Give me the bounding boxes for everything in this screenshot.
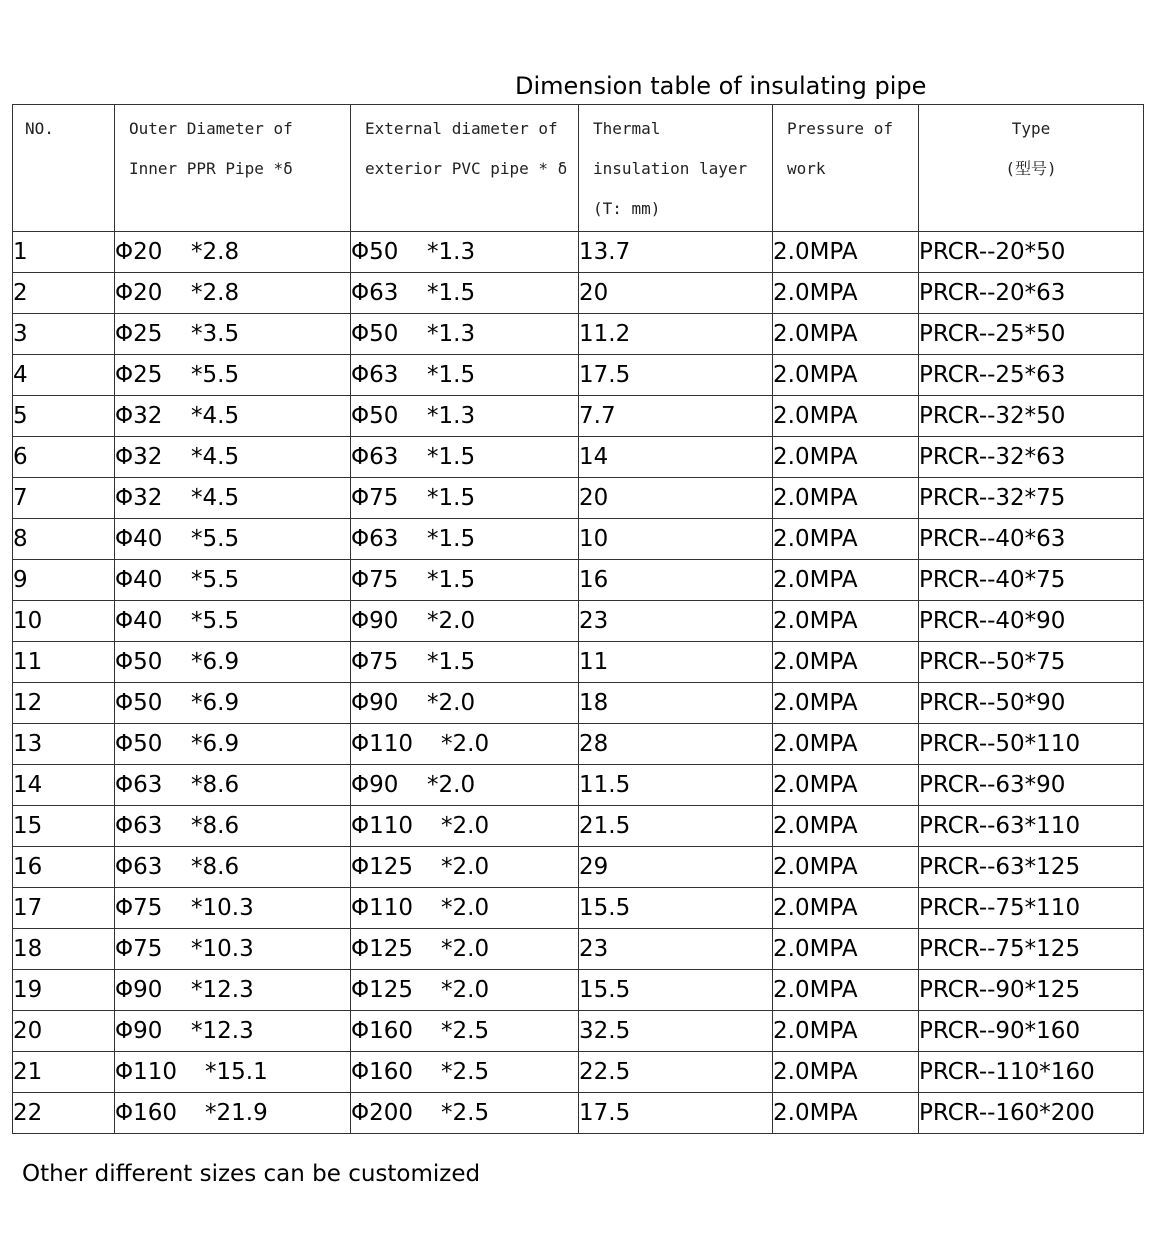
cell-thermal-layer: 11.2 (579, 314, 773, 355)
table-row (13, 314, 1144, 355)
table-row (13, 519, 1144, 560)
inner-wall-thickness: *6.9 (191, 649, 240, 675)
cell-type: PRCR--50*110 (919, 724, 1144, 765)
cell-thermal-layer: 16 (579, 560, 773, 601)
inner-wall-thickness: *8.6 (191, 772, 240, 798)
footnote: Other different sizes can be customized (22, 1161, 481, 1187)
cell-type: PRCR--110*160 (919, 1052, 1144, 1093)
cell-pressure: 2.0MPA (773, 1052, 919, 1093)
outer-wall-thickness: *2.5 (441, 1018, 490, 1044)
cell-thermal-layer: 22.5 (579, 1052, 773, 1093)
cell-outer-pipe (351, 519, 579, 560)
outer-diameter: Φ160 (351, 1018, 414, 1044)
table-row (13, 437, 1144, 478)
cell-no: 6 (13, 437, 115, 478)
cell-no: 22 (13, 1093, 115, 1134)
table-row (13, 273, 1144, 314)
cell-thermal-layer: 11.5 (579, 765, 773, 806)
cell-inner-pipe (115, 929, 351, 970)
cell-no: 21 (13, 1052, 115, 1093)
inner-diameter: Φ50 (115, 731, 163, 757)
cell-thermal-layer: 7.7 (579, 396, 773, 437)
cell-type: PRCR--32*50 (919, 396, 1144, 437)
inner-diameter: Φ50 (115, 649, 163, 675)
cell-pressure: 2.0MPA (773, 601, 919, 642)
cell-inner-pipe (115, 519, 351, 560)
table-row (13, 683, 1144, 724)
outer-wall-thickness: *2.0 (441, 854, 490, 880)
cell-inner-pipe (115, 1011, 351, 1052)
outer-wall-thickness: *1.5 (427, 280, 476, 306)
table-row (13, 1093, 1144, 1134)
outer-diameter: Φ50 (351, 239, 399, 265)
table-row (13, 806, 1144, 847)
table-row (13, 478, 1144, 519)
outer-diameter: Φ125 (351, 977, 414, 1003)
outer-diameter: Φ110 (351, 813, 414, 839)
cell-no: 14 (13, 765, 115, 806)
cell-pressure: 2.0MPA (773, 806, 919, 847)
header-type-label: Type (1011, 119, 1051, 138)
cell-type: PRCR--90*125 (919, 970, 1144, 1011)
cell-type: PRCR--32*75 (919, 478, 1144, 519)
cell-pressure: 2.0MPA (773, 642, 919, 683)
inner-wall-thickness: *2.8 (191, 280, 240, 306)
inner-diameter: Φ40 (115, 567, 163, 593)
outer-diameter: Φ75 (351, 567, 399, 593)
cell-pressure: 2.0MPA (773, 683, 919, 724)
cell-inner-pipe (115, 1052, 351, 1093)
cell-pressure: 2.0MPA (773, 724, 919, 765)
cell-thermal-layer: 15.5 (579, 970, 773, 1011)
inner-wall-thickness: *15.1 (205, 1059, 268, 1085)
cell-inner-pipe (115, 437, 351, 478)
outer-diameter: Φ63 (351, 444, 399, 470)
inner-diameter: Φ32 (115, 485, 163, 511)
outer-diameter: Φ125 (351, 854, 414, 880)
cell-inner-pipe (115, 396, 351, 437)
cell-pressure: 2.0MPA (773, 970, 919, 1011)
cell-type: PRCR--90*160 (919, 1011, 1144, 1052)
cell-outer-pipe (351, 1093, 579, 1134)
table-row (13, 847, 1144, 888)
outer-wall-thickness: *2.0 (441, 813, 490, 839)
cell-type: PRCR--63*125 (919, 847, 1144, 888)
inner-wall-thickness: *12.3 (191, 977, 254, 1003)
cell-thermal-layer: 18 (579, 683, 773, 724)
cell-type: PRCR--50*90 (919, 683, 1144, 724)
cell-pressure: 2.0MPA (773, 355, 919, 396)
outer-wall-thickness: *1.5 (427, 444, 476, 470)
cell-thermal-layer: 23 (579, 929, 773, 970)
cell-outer-pipe (351, 1052, 579, 1093)
outer-diameter: Φ110 (351, 731, 414, 757)
cell-thermal-layer: 11 (579, 642, 773, 683)
cell-no: 3 (13, 314, 115, 355)
table-row (13, 888, 1144, 929)
cell-outer-pipe (351, 232, 579, 273)
cell-thermal-layer: 29 (579, 847, 773, 888)
inner-diameter: Φ25 (115, 362, 163, 388)
header-outer-pipe: External diameter of exterior PVC pipe * δ (351, 105, 579, 232)
cell-type: PRCR--25*63 (919, 355, 1144, 396)
cell-type: PRCR--32*63 (919, 437, 1144, 478)
cell-no: 10 (13, 601, 115, 642)
cell-pressure: 2.0MPA (773, 519, 919, 560)
outer-wall-thickness: *1.3 (427, 403, 476, 429)
header-no: NO. (13, 105, 115, 232)
cell-no: 4 (13, 355, 115, 396)
table-row (13, 232, 1144, 273)
inner-diameter: Φ63 (115, 813, 163, 839)
inner-diameter: Φ90 (115, 977, 163, 1003)
inner-diameter: Φ160 (115, 1100, 178, 1126)
inner-wall-thickness: *5.5 (191, 608, 240, 634)
cell-outer-pipe (351, 437, 579, 478)
cell-inner-pipe (115, 970, 351, 1011)
cell-thermal-layer: 13.7 (579, 232, 773, 273)
cell-type: PRCR--50*75 (919, 642, 1144, 683)
cell-inner-pipe (115, 765, 351, 806)
cell-no: 13 (13, 724, 115, 765)
inner-diameter: Φ110 (115, 1059, 178, 1085)
cell-inner-pipe (115, 232, 351, 273)
outer-diameter: Φ75 (351, 485, 399, 511)
cell-type: PRCR--63*110 (919, 806, 1144, 847)
inner-wall-thickness: *12.3 (191, 1018, 254, 1044)
cell-inner-pipe (115, 888, 351, 929)
cell-inner-pipe (115, 642, 351, 683)
table-row (13, 929, 1144, 970)
inner-wall-thickness: *4.5 (191, 444, 240, 470)
outer-wall-thickness: *2.0 (441, 977, 490, 1003)
cell-pressure: 2.0MPA (773, 888, 919, 929)
cell-inner-pipe (115, 1093, 351, 1134)
outer-diameter: Φ90 (351, 690, 399, 716)
table-row (13, 765, 1144, 806)
inner-wall-thickness: *3.5 (191, 321, 240, 347)
cell-pressure: 2.0MPA (773, 1011, 919, 1052)
cell-thermal-layer: 15.5 (579, 888, 773, 929)
inner-wall-thickness: *6.9 (191, 731, 240, 757)
inner-diameter: Φ75 (115, 895, 163, 921)
cell-no: 11 (13, 642, 115, 683)
inner-diameter: Φ32 (115, 403, 163, 429)
cell-type: PRCR--20*50 (919, 232, 1144, 273)
outer-diameter: Φ63 (351, 526, 399, 552)
inner-diameter: Φ25 (115, 321, 163, 347)
inner-diameter: Φ32 (115, 444, 163, 470)
table-row (13, 396, 1144, 437)
inner-wall-thickness: *5.5 (191, 526, 240, 552)
outer-wall-thickness: *2.5 (441, 1100, 490, 1126)
cell-inner-pipe (115, 806, 351, 847)
cell-outer-pipe (351, 355, 579, 396)
outer-wall-thickness: *1.5 (427, 649, 476, 675)
cell-type: PRCR--25*50 (919, 314, 1144, 355)
header-inner-pipe: Outer Diameter of Inner PPR Pipe *δ (115, 105, 351, 232)
outer-diameter: Φ63 (351, 362, 399, 388)
cell-pressure: 2.0MPA (773, 847, 919, 888)
outer-wall-thickness: *1.5 (427, 362, 476, 388)
dimension-table (12, 104, 1144, 1134)
cell-no: 12 (13, 683, 115, 724)
cell-no: 9 (13, 560, 115, 601)
cell-pressure: 2.0MPA (773, 478, 919, 519)
outer-wall-thickness: *2.0 (441, 731, 490, 757)
cell-outer-pipe (351, 724, 579, 765)
cell-outer-pipe (351, 847, 579, 888)
table-row (13, 355, 1144, 396)
cell-no: 1 (13, 232, 115, 273)
inner-diameter: Φ20 (115, 239, 163, 265)
cell-outer-pipe (351, 273, 579, 314)
inner-wall-thickness: *6.9 (191, 690, 240, 716)
cell-pressure: 2.0MPA (773, 1093, 919, 1134)
outer-wall-thickness: *2.0 (427, 690, 476, 716)
cell-inner-pipe (115, 683, 351, 724)
cell-outer-pipe (351, 683, 579, 724)
cell-no: 2 (13, 273, 115, 314)
outer-diameter: Φ125 (351, 936, 414, 962)
cell-outer-pipe (351, 560, 579, 601)
outer-wall-thickness: *2.0 (441, 936, 490, 962)
cell-pressure: 2.0MPA (773, 273, 919, 314)
outer-wall-thickness: *1.5 (427, 567, 476, 593)
cell-inner-pipe (115, 601, 351, 642)
table-body (13, 232, 1144, 1134)
table-row (13, 1052, 1144, 1093)
outer-diameter: Φ75 (351, 649, 399, 675)
inner-wall-thickness: *5.5 (191, 362, 240, 388)
cell-thermal-layer: 20 (579, 478, 773, 519)
header-pressure: Pressure of work (773, 105, 919, 232)
inner-wall-thickness: *10.3 (191, 895, 254, 921)
cell-type: PRCR--75*110 (919, 888, 1144, 929)
inner-diameter: Φ75 (115, 936, 163, 962)
cell-outer-pipe (351, 888, 579, 929)
inner-diameter: Φ63 (115, 854, 163, 880)
inner-wall-thickness: *8.6 (191, 854, 240, 880)
outer-wall-thickness: *1.3 (427, 239, 476, 265)
cell-outer-pipe (351, 929, 579, 970)
cell-inner-pipe (115, 560, 351, 601)
cell-no: 17 (13, 888, 115, 929)
cell-inner-pipe (115, 847, 351, 888)
table-row (13, 1011, 1144, 1052)
inner-diameter: Φ20 (115, 280, 163, 306)
cell-inner-pipe (115, 314, 351, 355)
inner-diameter: Φ63 (115, 772, 163, 798)
cell-no: 16 (13, 847, 115, 888)
cell-pressure: 2.0MPA (773, 560, 919, 601)
cell-no: 15 (13, 806, 115, 847)
outer-diameter: Φ90 (351, 608, 399, 634)
document-title: Dimension table of insulating pipe (515, 72, 927, 100)
cell-thermal-layer: 17.5 (579, 1093, 773, 1134)
cell-no: 19 (13, 970, 115, 1011)
cell-inner-pipe (115, 724, 351, 765)
outer-wall-thickness: *2.5 (441, 1059, 490, 1085)
cell-no: 20 (13, 1011, 115, 1052)
table-row (13, 724, 1144, 765)
header-type (919, 105, 1144, 232)
cell-no: 18 (13, 929, 115, 970)
outer-diameter: Φ160 (351, 1059, 414, 1085)
cell-pressure: 2.0MPA (773, 396, 919, 437)
inner-wall-thickness: *8.6 (191, 813, 240, 839)
cell-inner-pipe (115, 355, 351, 396)
cell-type: PRCR--20*63 (919, 273, 1144, 314)
header-type-chinese: (型号) (1005, 159, 1057, 178)
cell-no: 8 (13, 519, 115, 560)
inner-diameter: Φ90 (115, 1018, 163, 1044)
table-row (13, 560, 1144, 601)
outer-wall-thickness: *1.5 (427, 485, 476, 511)
cell-outer-pipe (351, 314, 579, 355)
cell-thermal-layer: 10 (579, 519, 773, 560)
inner-wall-thickness: *4.5 (191, 403, 240, 429)
inner-wall-thickness: *5.5 (191, 567, 240, 593)
cell-thermal-layer: 14 (579, 437, 773, 478)
cell-outer-pipe (351, 970, 579, 1011)
cell-type: PRCR--40*90 (919, 601, 1144, 642)
outer-diameter: Φ50 (351, 403, 399, 429)
outer-diameter: Φ63 (351, 280, 399, 306)
inner-diameter: Φ40 (115, 608, 163, 634)
outer-diameter: Φ110 (351, 895, 414, 921)
cell-outer-pipe (351, 765, 579, 806)
inner-wall-thickness: *2.8 (191, 239, 240, 265)
cell-outer-pipe (351, 478, 579, 519)
cell-type: PRCR--40*75 (919, 560, 1144, 601)
cell-inner-pipe (115, 478, 351, 519)
cell-outer-pipe (351, 1011, 579, 1052)
inner-diameter: Φ40 (115, 526, 163, 552)
cell-thermal-layer: 21.5 (579, 806, 773, 847)
outer-diameter: Φ200 (351, 1100, 414, 1126)
cell-no: 7 (13, 478, 115, 519)
table-header-row (13, 105, 1144, 232)
cell-outer-pipe (351, 396, 579, 437)
table-row (13, 642, 1144, 683)
outer-diameter: Φ90 (351, 772, 399, 798)
table-row (13, 970, 1144, 1011)
cell-pressure: 2.0MPA (773, 437, 919, 478)
outer-wall-thickness: *2.0 (427, 772, 476, 798)
cell-thermal-layer: 32.5 (579, 1011, 773, 1052)
cell-thermal-layer: 17.5 (579, 355, 773, 396)
cell-pressure: 2.0MPA (773, 929, 919, 970)
cell-thermal-layer: 23 (579, 601, 773, 642)
outer-diameter: Φ50 (351, 321, 399, 347)
outer-wall-thickness: *1.5 (427, 526, 476, 552)
cell-no: 5 (13, 396, 115, 437)
inner-wall-thickness: *21.9 (205, 1100, 268, 1126)
cell-inner-pipe (115, 273, 351, 314)
outer-wall-thickness: *2.0 (427, 608, 476, 634)
cell-type: PRCR--160*200 (919, 1093, 1144, 1134)
inner-diameter: Φ50 (115, 690, 163, 716)
inner-wall-thickness: *4.5 (191, 485, 240, 511)
cell-pressure: 2.0MPA (773, 314, 919, 355)
outer-wall-thickness: *1.3 (427, 321, 476, 347)
cell-outer-pipe (351, 806, 579, 847)
inner-wall-thickness: *10.3 (191, 936, 254, 962)
cell-thermal-layer: 20 (579, 273, 773, 314)
cell-thermal-layer: 28 (579, 724, 773, 765)
cell-pressure: 2.0MPA (773, 232, 919, 273)
cell-type: PRCR--40*63 (919, 519, 1144, 560)
header-thermal-layer: Thermal insulation layer (T: mm) (579, 105, 773, 232)
outer-wall-thickness: *2.0 (441, 895, 490, 921)
cell-type: PRCR--75*125 (919, 929, 1144, 970)
cell-outer-pipe (351, 642, 579, 683)
cell-pressure: 2.0MPA (773, 765, 919, 806)
cell-type: PRCR--63*90 (919, 765, 1144, 806)
cell-outer-pipe (351, 601, 579, 642)
table-row (13, 601, 1144, 642)
